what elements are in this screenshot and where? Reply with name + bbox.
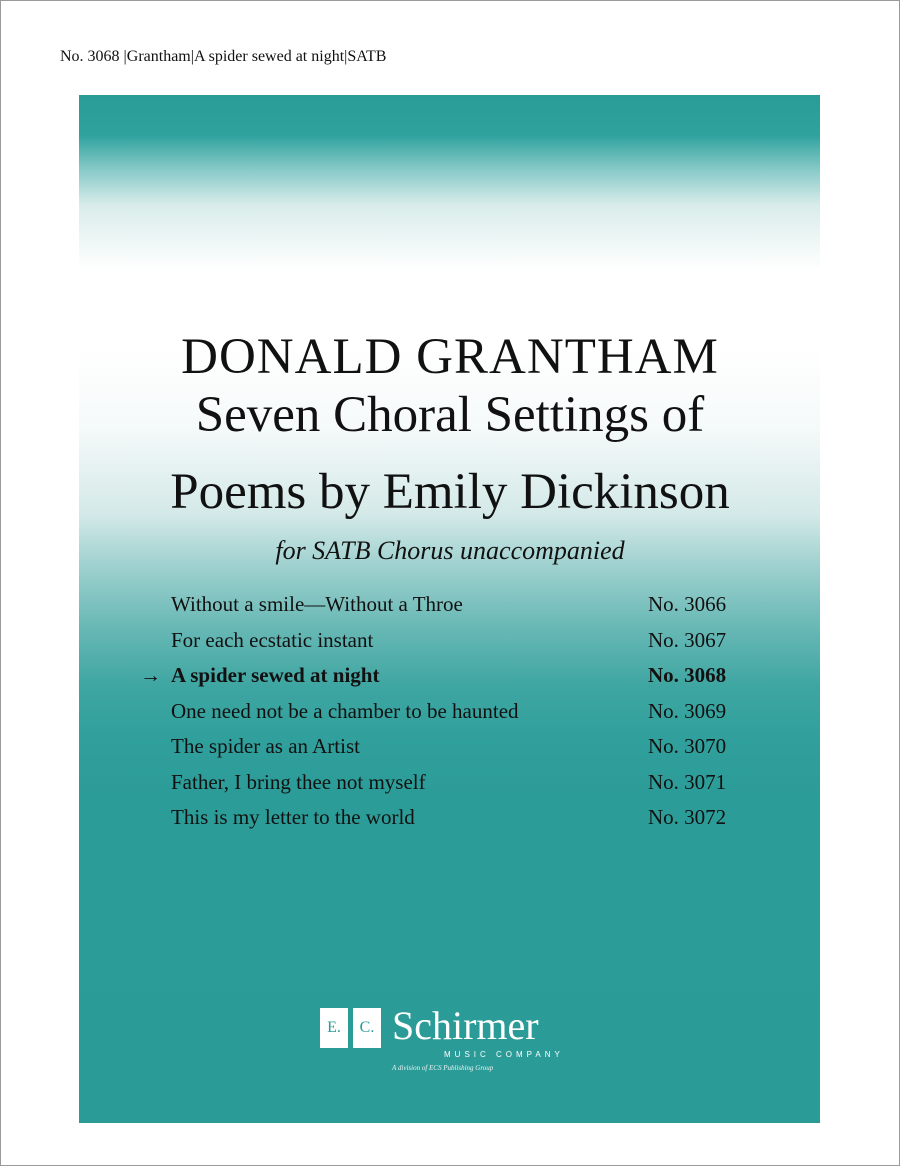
title-line-2: Poems by Emily Dickinson [170,464,730,520]
work-item [140,592,760,628]
work-item-current [140,663,760,699]
work-item [140,628,760,664]
work-number: No. 3072 [648,805,727,829]
work-number: No. 3070 [648,734,727,758]
work-item [140,805,760,841]
composer-name: DONALD GRANTHAM [181,329,719,385]
work-number: No. 3066 [648,592,727,616]
logo-mark-c: C. [353,1008,381,1048]
work-number: No. 3068 [648,663,727,687]
subtitle: for SATB Chorus unaccompanied [275,536,625,565]
work-number: No. 3067 [648,627,727,652]
work-item [140,734,760,770]
current-arrow: → [140,663,161,687]
publisher-name: Schirmer [392,1003,539,1048]
catalog-header: No. 3068 |Grantham|A spider sewed at night|SATB [60,48,387,65]
work-number: No. 3069 [648,698,727,723]
work-number: No. 3071 [648,769,727,794]
work-title: Without a smile—Without a Throe [171,592,463,616]
work-title: This is my letter to the world [171,805,415,829]
work-item [140,699,760,735]
publisher-tagline: MUSIC COMPANY [444,1050,564,1059]
work-title: The spider as an Artist [171,734,360,758]
work-title: Father, I bring thee not myself [171,769,426,794]
publisher-division: A division of ECS Publishing Group [392,1064,494,1072]
publisher-logo [320,1003,580,1078]
title-line-1: Seven Choral Settings of [195,387,705,443]
work-item [140,770,760,806]
works-list [140,592,760,841]
work-title: One need not be a chamber to be haunted [171,698,519,723]
logo-mark-e: E. [320,1008,348,1048]
work-title: A spider sewed at night [171,663,380,687]
work-title: For each ecstatic instant [171,627,374,652]
